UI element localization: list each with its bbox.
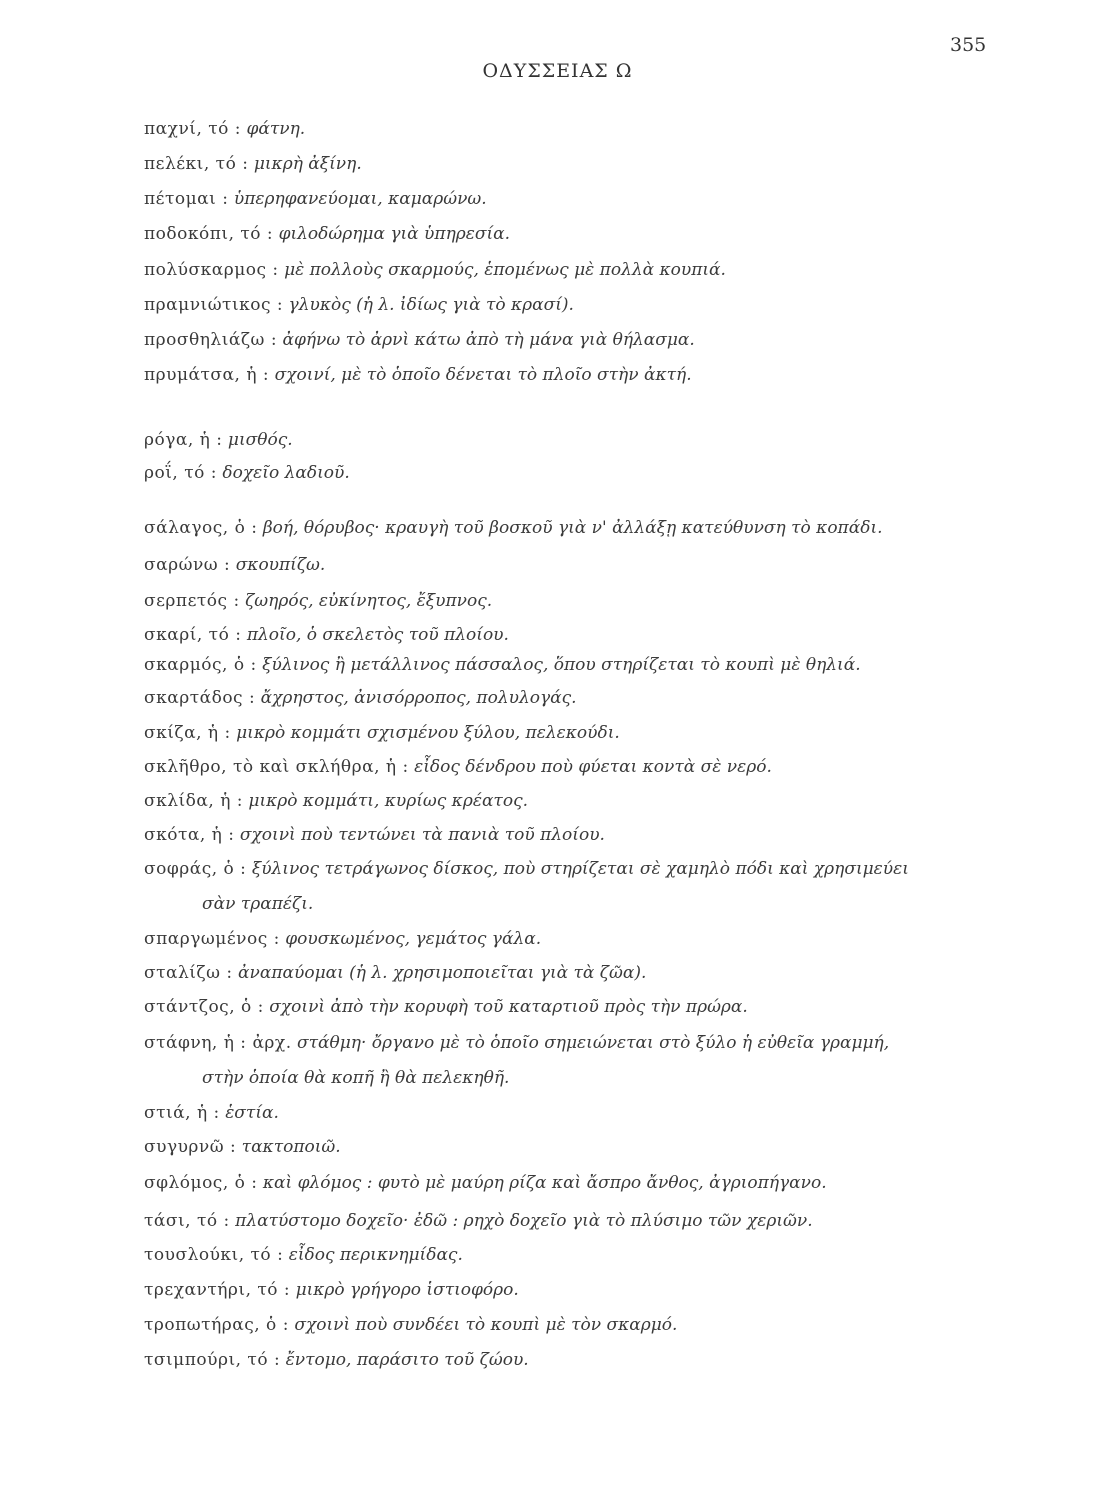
- entry-headword: σκαρί, τό :: [144, 625, 242, 645]
- entry-definition: μὲ πολλοὺς σκαρμούς, ἑπομένως μὲ πολλὰ κουπιά.: [284, 260, 726, 280]
- entry-headword: σκίζα, ἡ :: [144, 723, 231, 743]
- entry-headword: τροπωτήρας, ὁ :: [144, 1315, 289, 1335]
- entry-definition: σχοινὶ ἀπὸ τὴν κορυφὴ τοῦ καταρτιοῦ πρὸς τὴν πρώρα.: [269, 997, 748, 1017]
- glossary-entry: [144, 823, 1044, 848]
- entry-headword: σκαρμός, ὁ :: [144, 655, 257, 675]
- glossary-entry: [144, 1209, 1044, 1234]
- entry-definition: γλυκὸς (ἡ λ. ἰδίως γιὰ τὸ κρασί).: [288, 295, 574, 315]
- entry-headword: σοφράς, ὁ :: [144, 859, 247, 879]
- entry-definition: ἀναπαύομαι (ἡ λ. χρησιμοποιεῖται γιὰ τὰ ζῶα).: [238, 963, 647, 983]
- glossary-entry: [144, 1171, 1044, 1196]
- entry-definition: φάτνη.: [246, 119, 306, 139]
- glossary-entry: [144, 1278, 1044, 1303]
- entry-definition: φουσκωμένος, γεμάτος γάλα.: [285, 929, 542, 949]
- page-number: 355: [950, 34, 987, 56]
- entry-headword: τρεχαντήρι, τό :: [144, 1280, 291, 1300]
- entry-headword: παχνί, τό :: [144, 119, 242, 139]
- glossary-entry: [144, 117, 1044, 142]
- glossary-entry: [144, 1348, 1044, 1373]
- entry-headword: τουσλούκι, τό :: [144, 1245, 284, 1265]
- entry-headword: ποδοκόπι, τό :: [144, 224, 274, 244]
- entry-definition: σχοινί, μὲ τὸ ὁποῖο δένεται τὸ πλοῖο στὴν ἀκτή.: [274, 365, 692, 385]
- entry-definition: ἄχρηστος, ἀνισόρροπος, πολυλογάς.: [260, 688, 577, 708]
- entry-headword: πολύσκαρμος :: [144, 260, 279, 280]
- entry-headword: στιά, ἡ :: [144, 1103, 220, 1123]
- glossary-entry: [144, 755, 1044, 780]
- entry-headword: στάφνη, ἡ : ἀρχ.: [144, 1033, 292, 1053]
- glossary-entry: [144, 1031, 1044, 1091]
- entry-headword: συγυρνῶ :: [144, 1137, 237, 1157]
- glossary-entry: [144, 623, 1044, 648]
- entry-headword: σφλόμος, ὁ :: [144, 1173, 258, 1193]
- glossary-entry: [144, 857, 1044, 917]
- entry-definition: μικρὸ κομμάτι, κυρίως κρέατος.: [248, 791, 528, 811]
- entry-headword: πρυμάτσα, ἡ :: [144, 365, 270, 385]
- glossary-entry: [144, 428, 1044, 453]
- glossary-entry: [144, 789, 1044, 814]
- entry-definition: καὶ φλόμος : φυτὸ μὲ μαύρη ρίζα καὶ ἄσπρο ἄνθος, ἀγριοπήγανο.: [262, 1173, 827, 1193]
- glossary-entry: [144, 927, 1044, 952]
- entry-headword: πέτομαι :: [144, 189, 229, 209]
- entry-definition: μικρὸ γρήγορο ἱστιοφόρο.: [295, 1280, 519, 1300]
- entry-definition: μικρὸ κομμάτι σχισμένου ξύλου, πελεκούδι.: [236, 723, 620, 743]
- entry-definition-continuation: στὴν ὁποία θὰ κοπῆ ἢ θὰ πελεκηθῆ.: [202, 1068, 510, 1088]
- running-head: ΟΔΥΣΣΕΙΑΣ Ω: [482, 60, 633, 82]
- entry-headword: πραμνιώτικος :: [144, 295, 284, 315]
- entry-definition: εἶδος δένδρου ποὺ φύεται κοντὰ σὲ νερό.: [414, 757, 772, 777]
- entry-definition: δοχεῖο λαδιοῦ.: [222, 463, 350, 483]
- glossary-entry: [144, 721, 1044, 746]
- glossary-entry: [144, 516, 1044, 541]
- entry-definition: ἔντομο, παράσιτο τοῦ ζώου.: [285, 1350, 529, 1370]
- entry-headword: σταλίζω :: [144, 963, 233, 983]
- entry-definition: σχοινὶ ποὺ συνδέει τὸ κουπὶ μὲ τὸν σκαρμό.: [294, 1315, 678, 1335]
- entry-definition: πλοῖο, ὁ σκελετὸς τοῦ πλοίου.: [246, 625, 509, 645]
- entry-definition: ξύλινος ἢ μετάλλινος πάσσαλος, ὅπου στηρίζεται τὸ κουπὶ μὲ θηλιά.: [262, 655, 861, 675]
- glossary-entry: [144, 293, 1044, 318]
- glossary-entry: [144, 258, 1044, 283]
- entry-definition: ζωηρός, εὐκίνητος, ἔξυπνος.: [245, 591, 493, 611]
- entry-headword: σπαργωμένος :: [144, 929, 280, 949]
- glossary-entry: [144, 1101, 1044, 1126]
- glossary-entry: [144, 553, 1044, 578]
- entry-headword: σκαρτάδος :: [144, 688, 256, 708]
- entry-definition: μισθός.: [227, 430, 293, 450]
- glossary-entry: [144, 187, 1044, 212]
- glossary-entry: [144, 1243, 1044, 1268]
- entry-headword: σκλῆθρο, τὸ καὶ σκλήθρα, ἡ :: [144, 757, 409, 777]
- glossary-entry: [144, 653, 1044, 678]
- glossary-entry: [144, 961, 1044, 986]
- entry-definition: σχοινὶ ποὺ τεντώνει τὰ πανιὰ τοῦ πλοίου.: [239, 825, 605, 845]
- entry-headword: σάλαγος, ὁ :: [144, 518, 258, 538]
- entry-definition: σκουπίζω.: [235, 555, 326, 575]
- entry-definition: ἑστία.: [225, 1103, 279, 1123]
- entry-definition: εἶδος περικνημίδας.: [288, 1245, 463, 1265]
- glossary-entry: [144, 589, 1044, 614]
- glossary-entry: [144, 328, 1044, 353]
- entry-definition: τακτοποιῶ.: [241, 1137, 341, 1157]
- glossary-entry: [144, 152, 1044, 177]
- glossary-entry: [144, 1313, 1044, 1338]
- entry-definition: στάθμη· ὄργανο μὲ τὸ ὁποῖο σημειώνεται στὸ ξύλο ἡ εὐθεῖα γραμμή,: [297, 1033, 890, 1053]
- entry-headword: τάσι, τό :: [144, 1211, 230, 1231]
- glossary-entry: [144, 461, 1044, 486]
- glossary-entry: [144, 363, 1044, 388]
- glossary-entry: [144, 686, 1044, 711]
- entry-definition: φιλοδώρημα γιὰ ὑπηρεσία.: [278, 224, 511, 244]
- entry-definition: πλατύστομο δοχεῖο· ἐδῶ : ρηχὸ δοχεῖο γιὰ τὸ πλύσιμο τῶν χεριῶν.: [235, 1211, 813, 1231]
- entry-headword: σαρώνω :: [144, 555, 231, 575]
- entry-headword: στάντζος, ὁ :: [144, 997, 264, 1017]
- entry-definition: ξύλινος τετράγωνος δίσκος, ποὺ στηρίζεται σὲ χαμηλὸ πόδι καὶ χρησιμεύει: [251, 859, 909, 879]
- entry-definition: βοή, θόρυβος· κραυγὴ τοῦ βοσκοῦ γιὰ ν' ἀλλάξῃ κατεύθυνση τὸ κοπάδι.: [262, 518, 883, 538]
- entry-headword: σερπετός :: [144, 591, 240, 611]
- entry-headword: σκότα, ἡ :: [144, 825, 235, 845]
- glossary-entry: [144, 1135, 1044, 1160]
- entry-definition-continuation: σὰν τραπέζι.: [202, 894, 314, 914]
- entry-definition: ἀφήνω τὸ ἀρνὶ κάτω ἀπὸ τὴ μάνα γιὰ θήλασμα.: [282, 330, 695, 350]
- entry-headword: σκλίδα, ἡ :: [144, 791, 244, 811]
- entry-headword: ρόγα, ἡ :: [144, 430, 223, 450]
- entry-definition: μικρὴ ἀξίνη.: [253, 154, 362, 174]
- entry-headword: πελέκι, τό :: [144, 154, 249, 174]
- entry-headword: τσιμπούρι, τό :: [144, 1350, 281, 1370]
- glossary-entry: [144, 222, 1044, 247]
- entry-headword: ροΐ, τό :: [144, 463, 217, 483]
- entry-headword: προσθηλιάζω :: [144, 330, 278, 350]
- entry-definition: ὑπερηφανεύομαι, καμαρώνω.: [233, 189, 487, 209]
- glossary-entry: [144, 995, 1044, 1020]
